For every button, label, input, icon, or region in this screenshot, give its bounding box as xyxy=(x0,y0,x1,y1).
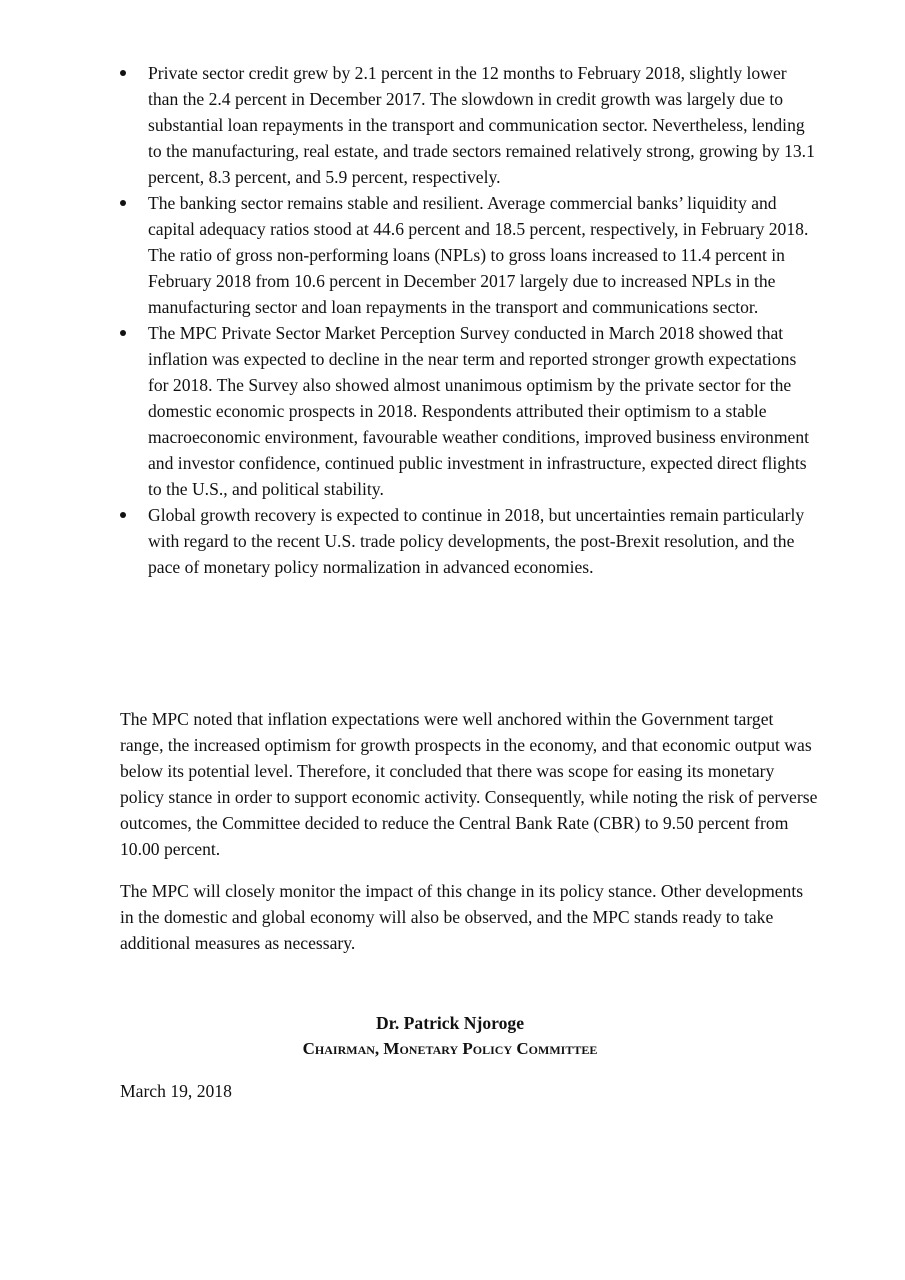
bullet-text: The MPC Private Sector Market Perception Survey conducted in March 2018 showed that inflation was expected to decline in the near term and reported stronger growth expectations for 2018. The Survey also showed almost unanimous optimism by the private sector for the domestic economic prospects in 2018. Respondents attributed their optimism to a stable macroeconomic environment, favourable weather conditions, improved business environment and investor confidence, continued public investment in infrastructure, expected direct flights to the U.S., and political stability. xyxy=(148,323,810,499)
bullet-icon xyxy=(120,70,126,76)
signature-block xyxy=(120,1010,780,1062)
document-page xyxy=(120,60,820,1101)
signatory-name: Dr. Patrick Njoroge xyxy=(375,1013,525,1033)
bullet-item-banking-sector xyxy=(120,190,820,320)
bullet-text: Private sector credit grew by 2.1 percent in the 12 months to February 2018, slightly lower than the 2.4 percent in December 2017. The slowdown in credit growth was largely due to substantial loan repayments in the transport and communication sector. Nevertheless, lending to the manufacturing, real estate, and trade sectors remained relatively strong, growing by 13.1 percent, 8.3 percent, and 5.9 percent, respectively. xyxy=(148,63,815,187)
bullet-list xyxy=(120,60,820,580)
bullet-icon xyxy=(120,200,126,206)
bullet-icon xyxy=(120,330,126,336)
bullet-item-global-growth xyxy=(120,502,820,580)
bullet-text: The banking sector remains stable and resilient. Average commercial banks’ liquidity and capital adequacy ratios stood at 44.6 percent and 18.5 percent, respectively, in February 2018. The ratio of gross non-performing loans (NPLs) to gross loans increased to 11.4 percent in February 2018 from 10.6 percent in December 2017 largely due to increased NPLs in the manufacturing sector and loan repayments in the transport and communications sector. xyxy=(148,193,809,317)
paragraph-monitoring: The MPC will closely monitor the impact of this change in its policy stance. Other developments in the domestic and global economy will also be observed, and the MPC stands ready to take additional measures as necessary. xyxy=(120,881,804,953)
signatory-title: Chairman, Monetary Policy Committee xyxy=(302,1039,598,1058)
bullet-icon xyxy=(120,512,126,518)
paragraph-policy-decision: The MPC noted that inflation expectations were well anchored within the Government target range, the increased optimism for growth prospects in the economy, and that economic output was below its potential level. Therefore, it concluded that there was scope for easing its monetary policy stance in order to support economic activity. Consequently, while noting the risk of perverse outcomes, the Committee decided to reduce the Central Bank Rate (CBR) to 9.50 percent from 10.00 percent. xyxy=(120,709,818,859)
document-date: March 19, 2018 xyxy=(120,1081,232,1101)
bullet-item-private-credit xyxy=(120,60,820,190)
bullet-item-market-survey xyxy=(120,320,820,502)
bullet-text: Global growth recovery is expected to continue in 2018, but uncertainties remain particularly with regard to the recent U.S. trade policy developments, the post-Brexit resolution, and the pace of monetary policy normalization in advanced economies. xyxy=(148,505,805,577)
